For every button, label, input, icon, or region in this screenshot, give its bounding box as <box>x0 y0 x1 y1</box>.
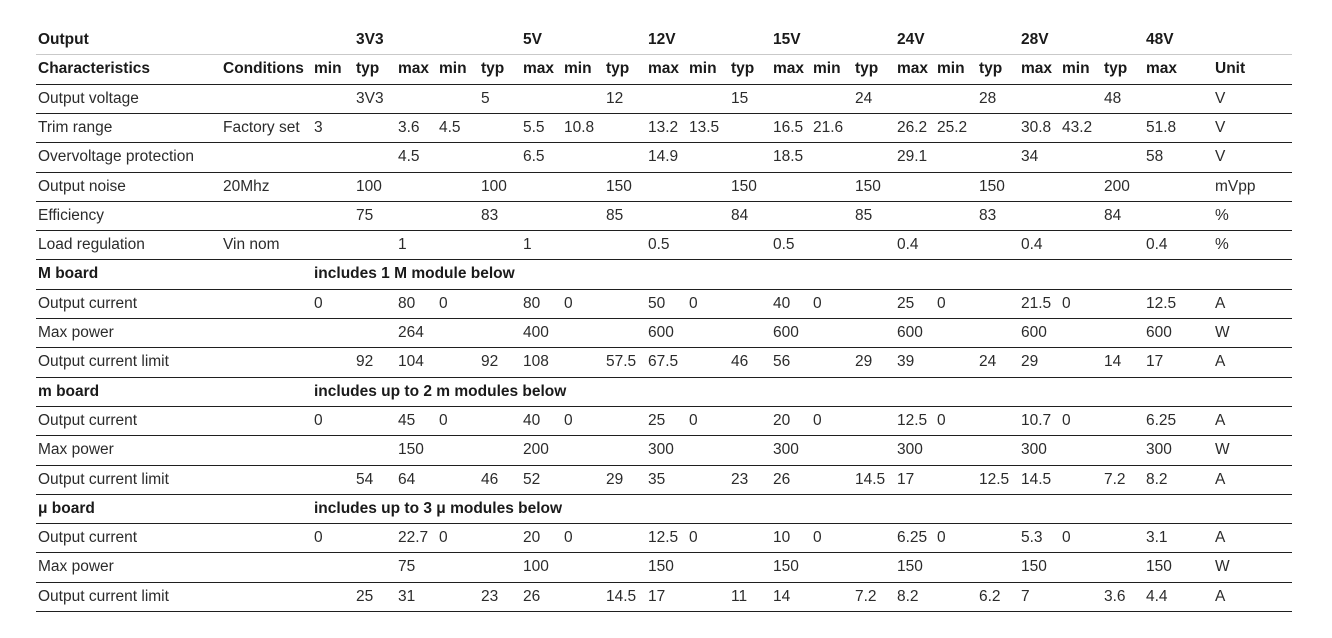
row-value: 200 <box>523 441 549 459</box>
header-column-label: min <box>937 60 965 78</box>
row-divider <box>36 142 1292 143</box>
header-voltage-label: 5V <box>523 31 542 48</box>
row-value: 46 <box>731 353 749 371</box>
row-divider <box>36 172 1292 173</box>
header-column-label: max <box>648 60 680 78</box>
row-value: 12.5 <box>648 529 679 547</box>
row-value: 0 <box>813 294 822 312</box>
row-label: Overvoltage protection <box>38 148 194 166</box>
row-value: 80 <box>523 294 541 312</box>
row-value: 0 <box>314 294 323 312</box>
header-column-label: typ <box>855 60 879 78</box>
row-label: Output current <box>38 411 138 429</box>
row-unit: % <box>1215 236 1229 254</box>
row-label: Output current limit <box>38 353 169 371</box>
header-voltage-label: Output <box>38 31 89 48</box>
row-label: Output current limit <box>38 587 169 605</box>
row-value: 300 <box>773 441 799 459</box>
row-value: 57.5 <box>606 353 637 371</box>
row-value: 150 <box>979 177 1005 195</box>
row-value: 29 <box>855 353 873 371</box>
row-value: 0.5 <box>773 236 795 254</box>
row-value: 0 <box>937 294 946 312</box>
row-value: 26 <box>523 587 541 605</box>
row-value: 0 <box>314 529 323 547</box>
row-value: 5.5 <box>523 118 545 136</box>
row-value: 22.7 <box>398 529 429 547</box>
row-value: 21.6 <box>813 118 844 136</box>
row-value: 23 <box>731 470 749 488</box>
row-value: 100 <box>356 177 382 195</box>
row-value: 600 <box>1146 324 1172 341</box>
row-value: 30.8 <box>1021 118 1052 136</box>
row-unit: A <box>1215 470 1226 488</box>
row-value: 92 <box>481 353 499 371</box>
row-value: 8.2 <box>1146 470 1168 488</box>
row-label: Output noise <box>38 177 126 195</box>
row-divider <box>36 347 1292 348</box>
row-value: 29.1 <box>897 148 928 166</box>
row-divider <box>36 54 1292 55</box>
row-value: 26.2 <box>897 118 928 136</box>
row-value: 4.5 <box>398 148 420 166</box>
row-value: 7 <box>1021 587 1030 605</box>
row-value: 150 <box>773 558 799 576</box>
row-divider <box>36 494 1292 495</box>
row-label: Max power <box>38 441 114 459</box>
row-label: Output current limit <box>38 470 169 488</box>
row-unit: V <box>1215 118 1226 136</box>
header-voltage-label: 15V <box>773 31 801 48</box>
row-divider <box>36 435 1292 436</box>
row-value: 0 <box>813 529 822 547</box>
row-value: 0 <box>439 529 448 547</box>
row-value: 34 <box>1021 148 1039 166</box>
row-value: 0 <box>813 411 822 429</box>
row-value: 11 <box>731 587 748 605</box>
row-value: 20 <box>773 411 791 429</box>
row-value: 6.2 <box>979 587 1001 605</box>
row-value: 35 <box>648 470 666 488</box>
row-value: 150 <box>398 441 424 459</box>
row-value: 300 <box>1021 441 1047 459</box>
header-column-label: typ <box>356 60 380 78</box>
row-value: 17 <box>1146 353 1164 371</box>
row-value: 23 <box>481 587 499 605</box>
row-value: 25 <box>648 411 666 429</box>
row-value: 3V3 <box>356 89 384 107</box>
row-value: 600 <box>773 324 799 341</box>
row-value: 12 <box>606 89 624 107</box>
row-value: 4.4 <box>1146 587 1168 605</box>
row-value: 100 <box>523 558 549 576</box>
row-value: 5 <box>481 89 490 107</box>
row-divider <box>36 84 1292 85</box>
row-value: 17 <box>648 587 666 605</box>
row-value: 0.5 <box>648 236 670 254</box>
header-column-label: min <box>813 60 841 78</box>
row-value: 0 <box>937 411 946 429</box>
row-divider <box>36 465 1292 466</box>
row-value: 0 <box>439 294 448 312</box>
row-value: 0 <box>439 411 448 429</box>
row-value: 54 <box>356 470 374 488</box>
row-unit: W <box>1215 324 1230 341</box>
header-voltage-label: 28V <box>1021 31 1049 48</box>
row-value: 24 <box>855 89 873 107</box>
header-column-label: min <box>564 60 592 78</box>
row-value: 0 <box>937 529 946 547</box>
section-note: includes up to 2 m modules below <box>314 382 567 400</box>
row-value: 67.5 <box>648 353 679 371</box>
row-unit: A <box>1215 529 1226 547</box>
row-value: 8.2 <box>897 587 919 605</box>
row-value: 14 <box>1104 353 1122 371</box>
row-value: 14 <box>773 587 791 605</box>
row-value: 264 <box>398 324 424 341</box>
row-value: 29 <box>606 470 624 488</box>
row-label: Output voltage <box>38 89 139 107</box>
row-value: 400 <box>523 324 549 341</box>
row-value: 0 <box>1062 294 1071 312</box>
row-value: 25.2 <box>937 118 968 136</box>
row-unit: W <box>1215 558 1230 576</box>
row-divider <box>36 113 1292 114</box>
header-column-label: max <box>897 60 929 78</box>
row-value: 100 <box>481 177 507 195</box>
row-value: 600 <box>648 324 674 341</box>
row-value: 10.8 <box>564 118 595 136</box>
row-value: 600 <box>897 324 923 341</box>
header-column-label: max <box>773 60 805 78</box>
row-value: 300 <box>1146 441 1172 459</box>
row-label: Efficiency <box>38 206 105 224</box>
section-title: m board <box>38 382 100 400</box>
row-value: 21.5 <box>1021 294 1052 312</box>
row-value: 13.2 <box>648 118 679 136</box>
row-value: 45 <box>398 411 416 429</box>
row-value: 48 <box>1104 89 1122 107</box>
row-value: 64 <box>398 470 416 488</box>
row-value: 150 <box>897 558 923 576</box>
row-value: 51.8 <box>1146 118 1177 136</box>
row-value: 150 <box>731 177 757 195</box>
row-value: 10.7 <box>1021 411 1052 429</box>
row-value: 0.4 <box>1146 236 1168 254</box>
row-divider <box>36 611 1292 612</box>
row-label: Trim range <box>38 118 113 136</box>
row-divider <box>36 582 1292 583</box>
row-value: 83 <box>979 206 997 224</box>
row-value: 43.2 <box>1062 118 1093 136</box>
row-label: Output current <box>38 529 138 547</box>
row-condition: 20Mhz <box>223 177 270 195</box>
row-value: 6.25 <box>1146 411 1177 429</box>
row-divider <box>36 552 1292 553</box>
header-column-label: max <box>1146 60 1178 78</box>
row-value: 58 <box>1146 148 1164 166</box>
row-value: 0 <box>689 294 698 312</box>
row-value: 46 <box>481 470 499 488</box>
row-unit: V <box>1215 148 1226 166</box>
header-column-label: min <box>1062 60 1090 78</box>
row-value: 1 <box>398 236 407 254</box>
row-divider <box>36 289 1292 290</box>
row-value: 150 <box>606 177 632 195</box>
header-voltage-label: 24V <box>897 31 925 48</box>
row-value: 14.5 <box>855 470 886 488</box>
row-value: 0 <box>314 411 323 429</box>
section-title: M board <box>38 265 99 283</box>
row-value: 14.5 <box>606 587 637 605</box>
row-value: 25 <box>897 294 915 312</box>
row-unit: A <box>1215 353 1226 371</box>
row-value: 80 <box>398 294 416 312</box>
row-value: 16.5 <box>773 118 804 136</box>
header-column-label: max <box>523 60 555 78</box>
row-value: 29 <box>1021 353 1039 371</box>
row-value: 25 <box>356 587 374 605</box>
row-unit: mVpp <box>1215 177 1256 195</box>
row-value: 84 <box>1104 206 1122 224</box>
header-voltage-label: 12V <box>648 31 676 48</box>
row-label: Max power <box>38 324 114 341</box>
row-value: 12.5 <box>1146 294 1177 312</box>
row-label: Output current <box>38 294 138 312</box>
row-value: 7.2 <box>1104 470 1126 488</box>
row-value: 0 <box>564 411 573 429</box>
row-value: 84 <box>731 206 749 224</box>
row-value: 150 <box>1021 558 1047 576</box>
row-value: 3 <box>314 118 323 136</box>
row-value: 92 <box>356 353 374 371</box>
row-label: Max power <box>38 558 114 576</box>
row-value: 0 <box>564 294 573 312</box>
row-value: 5.3 <box>1021 529 1043 547</box>
row-value: 12.5 <box>897 411 928 429</box>
row-value: 6.25 <box>897 529 928 547</box>
row-value: 50 <box>648 294 666 312</box>
header-column-label: typ <box>481 60 505 78</box>
row-value: 3.1 <box>1146 529 1168 547</box>
row-divider <box>36 201 1292 202</box>
row-unit: A <box>1215 411 1226 429</box>
row-value: 14.5 <box>1021 470 1052 488</box>
row-value: 150 <box>1146 558 1172 576</box>
row-value: 7.2 <box>855 587 877 605</box>
row-condition: Factory set <box>223 118 300 136</box>
header-column-label: typ <box>979 60 1003 78</box>
row-value: 40 <box>773 294 791 312</box>
row-value: 31 <box>398 587 416 605</box>
row-value: 28 <box>979 89 997 107</box>
row-value: 14.9 <box>648 148 679 166</box>
row-value: 300 <box>897 441 923 459</box>
row-value: 15 <box>731 89 749 107</box>
row-value: 85 <box>855 206 873 224</box>
header-column-label: Conditions <box>223 60 304 78</box>
row-unit: % <box>1215 206 1229 224</box>
row-value: 39 <box>897 353 915 371</box>
row-unit: A <box>1215 587 1226 605</box>
row-divider <box>36 406 1292 407</box>
row-value: 85 <box>606 206 624 224</box>
row-value: 10 <box>773 529 791 547</box>
row-value: 1 <box>523 236 532 254</box>
row-value: 6.5 <box>523 148 545 166</box>
section-title: μ board <box>38 499 95 517</box>
row-divider <box>36 230 1292 231</box>
row-value: 108 <box>523 353 549 371</box>
row-value: 150 <box>648 558 674 576</box>
header-column-label: Unit <box>1215 60 1246 78</box>
row-value: 18.5 <box>773 148 804 166</box>
row-value: 24 <box>979 353 997 371</box>
header-column-label: max <box>398 60 430 78</box>
row-value: 75 <box>398 558 416 576</box>
row-value: 0.4 <box>897 236 919 254</box>
row-value: 56 <box>773 353 791 371</box>
header-voltage-label: 3V3 <box>356 31 384 48</box>
header-column-label: typ <box>1104 60 1128 78</box>
row-value: 4.5 <box>439 118 461 136</box>
row-value: 0 <box>689 529 698 547</box>
row-condition: Vin nom <box>223 236 280 254</box>
section-note: includes 1 M module below <box>314 265 515 283</box>
row-value: 75 <box>356 206 374 224</box>
header-column-label: min <box>439 60 467 78</box>
row-divider <box>36 377 1292 378</box>
header-column-label: Characteristics <box>38 60 151 78</box>
row-value: 3.6 <box>1104 587 1126 605</box>
row-label: Load regulation <box>38 236 145 254</box>
row-value: 0 <box>564 529 573 547</box>
row-divider <box>36 318 1292 319</box>
row-value: 200 <box>1104 177 1130 195</box>
row-value: 150 <box>855 177 881 195</box>
row-value: 0 <box>1062 411 1071 429</box>
row-unit: V <box>1215 89 1226 107</box>
row-value: 17 <box>897 470 915 488</box>
row-unit: W <box>1215 441 1230 459</box>
row-value: 0 <box>689 411 698 429</box>
row-value: 13.5 <box>689 118 720 136</box>
row-unit: A <box>1215 294 1226 312</box>
row-divider <box>36 259 1292 260</box>
header-column-label: max <box>1021 60 1053 78</box>
header-column-label: typ <box>731 60 755 78</box>
row-value: 52 <box>523 470 541 488</box>
row-value: 600 <box>1021 324 1047 341</box>
header-column-label: min <box>689 60 717 78</box>
section-note: includes up to 3 μ modules below <box>314 499 563 517</box>
row-value: 26 <box>773 470 791 488</box>
row-value: 300 <box>648 441 674 459</box>
row-value: 83 <box>481 206 499 224</box>
row-value: 12.5 <box>979 470 1010 488</box>
row-value: 104 <box>398 353 424 371</box>
row-value: 0.4 <box>1021 236 1043 254</box>
row-value: 40 <box>523 411 541 429</box>
header-column-label: typ <box>606 60 630 78</box>
row-value: 3.6 <box>398 118 420 136</box>
header-column-label: min <box>314 60 342 78</box>
row-divider <box>36 523 1292 524</box>
header-voltage-label: 48V <box>1146 31 1174 48</box>
row-value: 0 <box>1062 529 1071 547</box>
row-value: 20 <box>523 529 541 547</box>
